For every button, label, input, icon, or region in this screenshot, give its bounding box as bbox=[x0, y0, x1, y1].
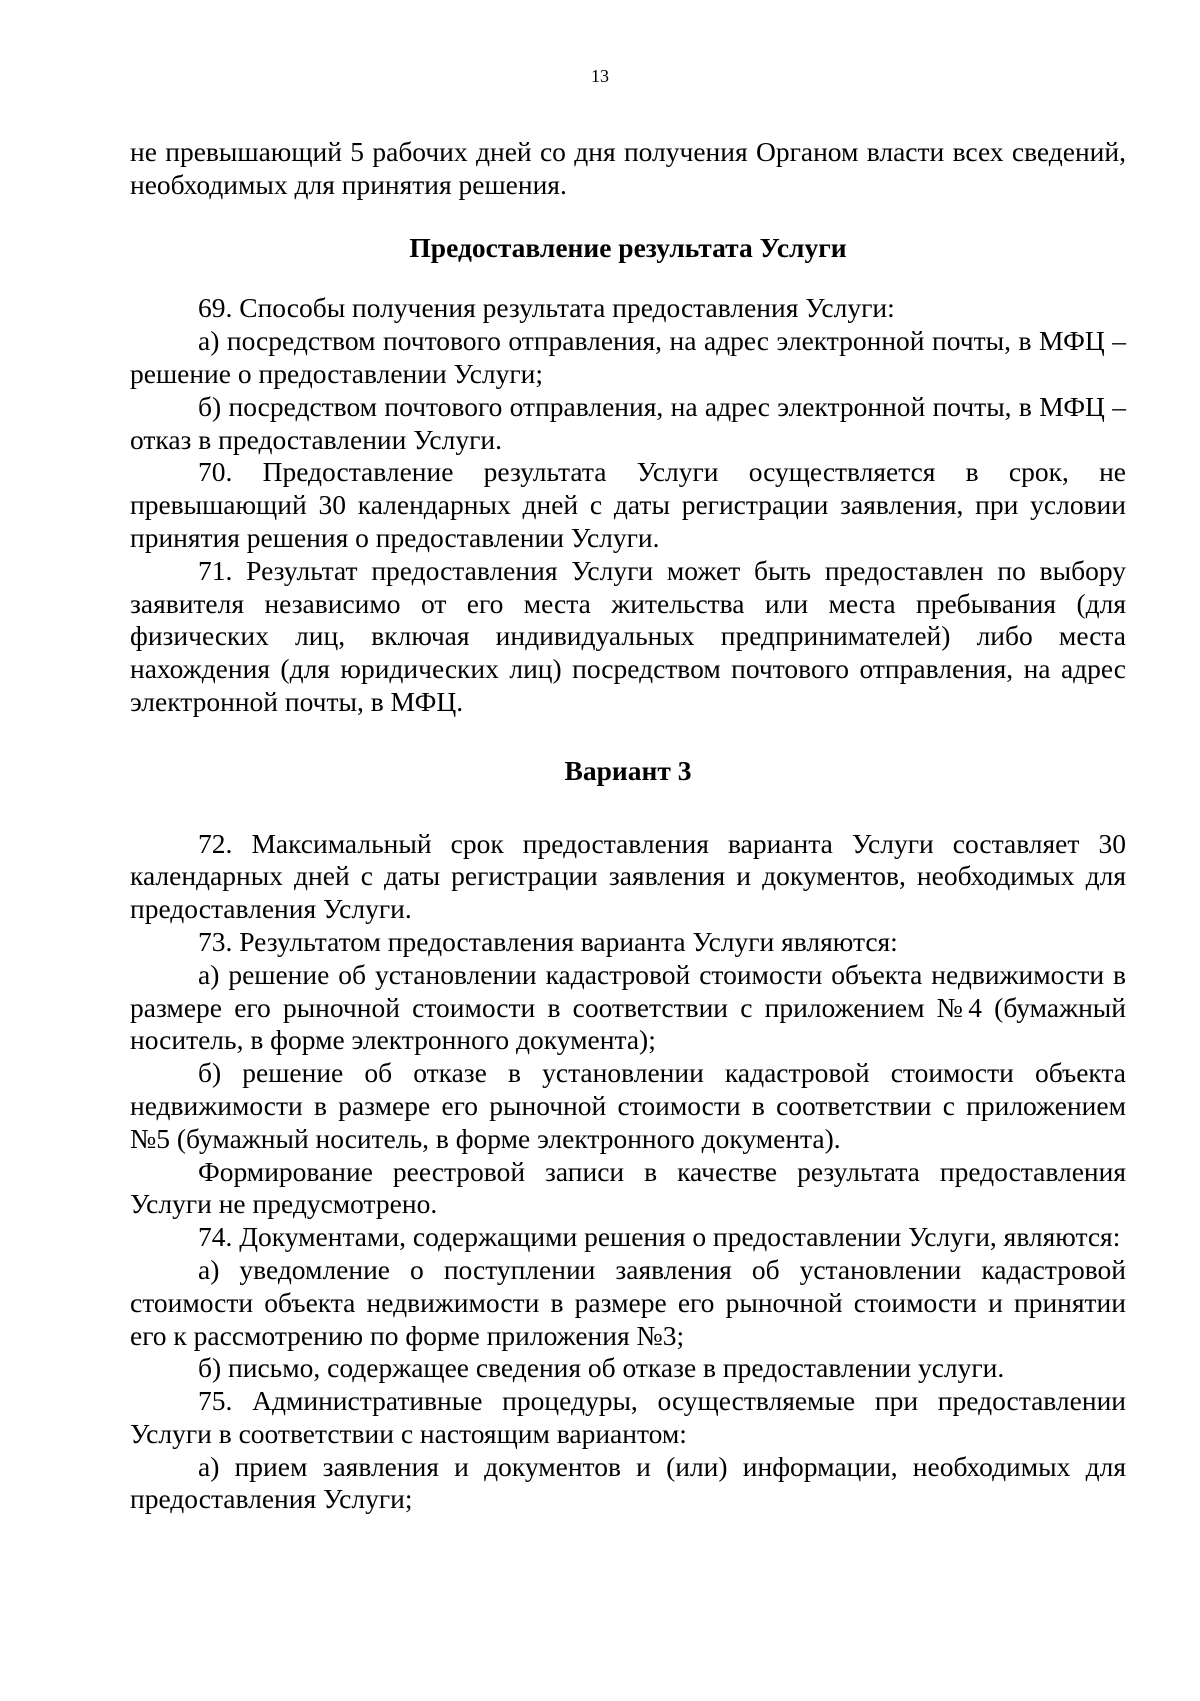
paragraph-73: 73. Результатом предоставления варианта Услуги являются: bbox=[198, 925, 898, 957]
paragraph-73-a: а) решение об установлении кадастровой стоимости объекта недвижимости в размере его рыночной стоимости в соответствии с приложением №4 (бумажный носитель, в форме электронного документа); bbox=[130, 958, 1126, 1056]
paragraph-75-a: а) прием заявления и документов и (или) информации, необходимых для предоставления Услуги; bbox=[130, 1450, 1126, 1515]
paragraph-74-b: б) письмо, содержащее сведения об отказе в предоставлении услуги. bbox=[198, 1352, 1005, 1384]
document-body bbox=[130, 136, 1126, 1516]
paragraph-73-b: б) решение об отказе в установлении кадастровой стоимости объекта недвижимости в размере его рыночной стоимости в соответствии с приложением №5 (бумажный носитель, в форме электронного документа). bbox=[130, 1057, 1126, 1154]
paragraph-69: 69. Способы получения результата предоставления Услуги: bbox=[198, 292, 895, 324]
paragraph-continuation: не превышающий 5 рабочих дней со дня получения Органом власти всех сведений, необходимых для принятия решения. bbox=[130, 136, 1126, 200]
section-heading-result: Предоставление результата Услуги bbox=[409, 231, 847, 263]
paragraph-71: 71. Результат предоставления Услуги может быть предоставлен по выбору заявителя независимо от его места жительства или места пребывания (для физических лиц, включая индивидуальных предпринимателей) либо места нахождения (для юридических лиц) посредством почтового отправления, на адрес электронной почты, в МФЦ. bbox=[130, 554, 1126, 717]
section-heading-variant-3: Вариант 3 bbox=[564, 754, 692, 786]
page-number: 13 bbox=[591, 66, 609, 86]
paragraph-69-b: б) посредством почтового отправления, на адрес электронной почты, в МФЦ – отказ в предоставлении Услуги. bbox=[130, 390, 1126, 455]
paragraph-69-a: а) посредством почтового отправления, на адрес электронной почты, в МФЦ – решение о предоставлении Услуги; bbox=[130, 325, 1126, 389]
paragraph-75: 75. Административные процедуры, осуществляемые при предоставлении Услуги в соответствии с настоящим вариантом: bbox=[130, 1385, 1126, 1449]
paragraph-74: 74. Документами, содержащими решения о предоставлении Услуги, являются: bbox=[198, 1221, 1121, 1253]
paragraph-registry-note: Формирование реестровой записи в качестве результата предоставления Услуги не предусмотрено. bbox=[130, 1155, 1126, 1220]
paragraph-74-a: а) уведомление о поступлении заявления об установлении кадастровой стоимости объекта недвижимости в размере его рыночной стоимости и принятии его к рассмотрению по форме приложения №3; bbox=[130, 1253, 1126, 1351]
paragraph-72: 72. Максимальный срок предоставления варианта Услуги составляет 30 календарных дней с даты регистрации заявления и документов, необходимых для предоставления Услуги. bbox=[130, 827, 1126, 925]
paragraph-70: 70. Предоставление результата Услуги осуществляется в срок, не превышающий 30 календарных дней с даты регистрации заявления, при условии принятия решения о предоставлении Услуги. bbox=[130, 456, 1126, 553]
